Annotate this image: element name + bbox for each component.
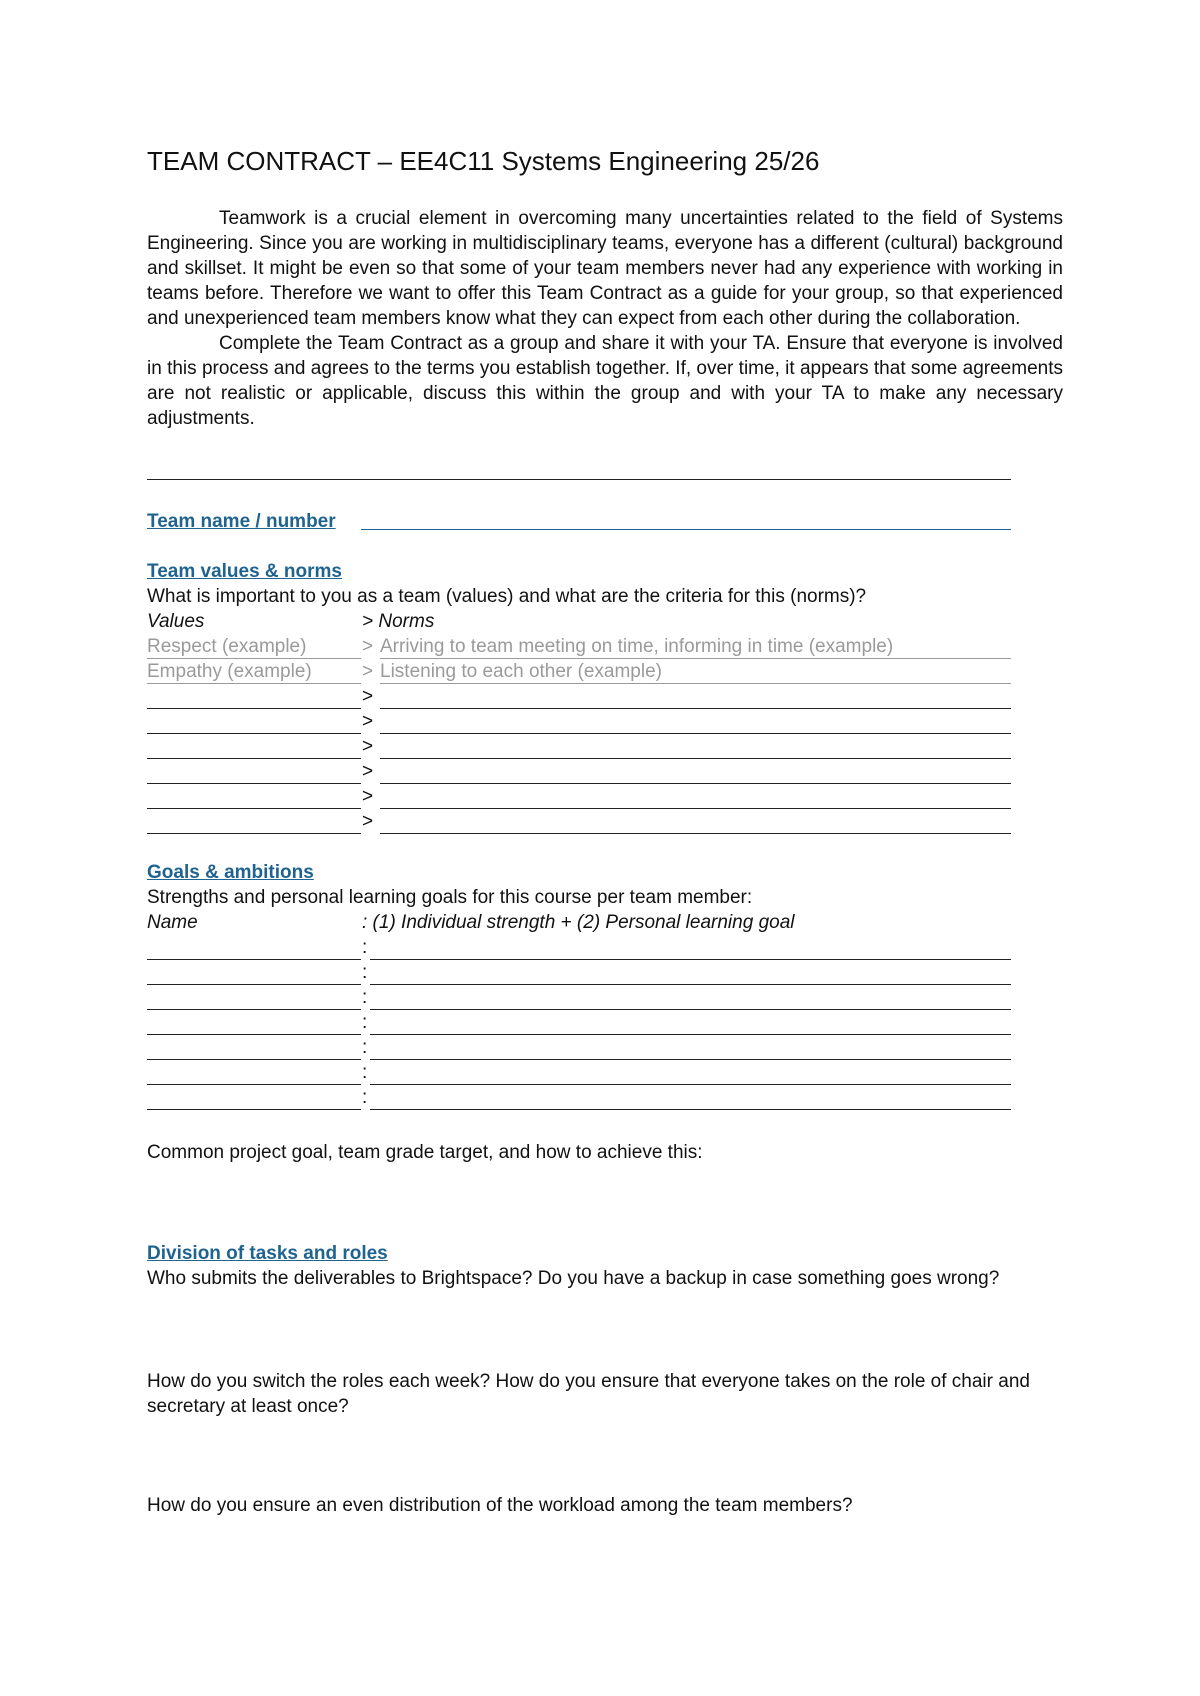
member-goal-field[interactable] <box>370 962 1011 985</box>
submission-question: Who submits the deliverables to Brightspace? Do you have a backup in case something goes wrong? <box>147 1268 1000 1289</box>
values-example-row <box>147 661 1011 686</box>
separator: > <box>362 711 374 732</box>
member-name-field[interactable] <box>147 962 361 985</box>
value-field[interactable] <box>147 811 361 834</box>
goals-blank-row <box>147 1062 1011 1087</box>
goals-heading: Goals & ambitions <box>147 862 314 883</box>
values-column-label: Values <box>147 611 205 632</box>
value-field[interactable] <box>147 761 361 784</box>
intro-paragraph-1: Teamwork is a crucial element in overcoming many uncertainties related to the field of Systems Engineering. Since you are working in multidisciplinary teams, everyone has a different (cultural) background and skillset. It might be even so that some of your team members never had any experience with working in teams before. Therefore we want to offer this Team Contract as a guide for your group, so that experienced and unexperienced team members know what they can expect from each other during the collaboration. <box>147 208 1063 329</box>
value-field[interactable] <box>147 736 361 759</box>
values-column-headers <box>147 611 435 633</box>
norm-field[interactable] <box>380 786 1011 809</box>
intro-text <box>147 206 1063 431</box>
value-example: Respect (example) <box>147 636 361 659</box>
value-example: Empathy (example) <box>147 661 361 684</box>
values-blank-row <box>147 811 1011 836</box>
values-example-row <box>147 636 1011 661</box>
goals-blank-row <box>147 962 1011 987</box>
values-blank-row <box>147 686 1011 711</box>
value-field[interactable] <box>147 686 361 709</box>
separator: : <box>362 1037 368 1058</box>
goals-blank-row <box>147 1087 1011 1112</box>
separator: > <box>362 786 374 807</box>
roles-question: How do you switch the roles each week? How do you ensure that everyone takes on the role of chair and secretary at least once? <box>147 1371 1030 1417</box>
team-name-field[interactable] <box>361 529 1011 530</box>
norm-field[interactable] <box>380 686 1011 709</box>
separator: > <box>362 636 374 657</box>
member-goal-field[interactable] <box>370 1037 1011 1060</box>
team-name-label: Team name / number <box>147 511 336 532</box>
goals-column-headers <box>147 912 795 934</box>
member-goal-field[interactable] <box>370 1087 1011 1110</box>
name-column-label: Name <box>147 912 198 933</box>
separator: > <box>362 761 374 782</box>
goals-blank-row <box>147 1012 1011 1037</box>
separator: : <box>362 1062 368 1083</box>
goals-question: Strengths and personal learning goals for this course per team member: <box>147 887 753 908</box>
separator: > <box>362 736 374 757</box>
member-goal-field[interactable] <box>370 937 1011 960</box>
member-goal-field[interactable] <box>370 1062 1011 1085</box>
division-heading: Division of tasks and roles <box>147 1243 388 1264</box>
values-blank-row <box>147 711 1011 736</box>
goals-blank-row <box>147 987 1011 1012</box>
norm-field[interactable] <box>380 711 1011 734</box>
separator: : <box>362 1087 368 1108</box>
goals-blank-row <box>147 1037 1011 1062</box>
values-heading: Team values & norms <box>147 561 343 582</box>
separator: > <box>362 661 374 682</box>
common-goal-question: Common project goal, team grade target, and how to achieve this: <box>147 1142 703 1163</box>
values-blank-row <box>147 736 1011 761</box>
norms-column-label: > Norms <box>362 611 435 632</box>
workload-question: How do you ensure an even distribution of the workload among the team members? <box>147 1495 853 1516</box>
member-name-field[interactable] <box>147 987 361 1010</box>
member-goal-field[interactable] <box>370 1012 1011 1035</box>
values-question: What is important to you as a team (values) and what are the criteria for this (norms)? <box>147 586 867 607</box>
section-divider <box>147 479 1011 480</box>
norm-example: Arriving to team meeting on time, informing in time (example) <box>380 636 1011 659</box>
member-name-field[interactable] <box>147 1012 361 1035</box>
value-field[interactable] <box>147 711 361 734</box>
member-name-field[interactable] <box>147 1037 361 1060</box>
intro-paragraph-2: Complete the Team Contract as a group and share it with your TA. Ensure that everyone is involved in this process and agrees to the terms you establish together. If, over time, it appears that some agreements are not realistic or applicable, discuss this within the group and with your TA to make any necessary adjustments. <box>147 333 1063 429</box>
norm-field[interactable] <box>380 811 1011 834</box>
separator: > <box>362 686 374 707</box>
separator: : <box>362 937 368 958</box>
norm-field[interactable] <box>380 761 1011 784</box>
separator: > <box>362 811 374 832</box>
norm-example: Listening to each other (example) <box>380 661 1011 684</box>
goal-column-label: : (1) Individual strength + (2) Personal learning goal <box>362 912 795 933</box>
member-name-field[interactable] <box>147 937 361 960</box>
separator: : <box>362 1012 368 1033</box>
member-name-field[interactable] <box>147 1062 361 1085</box>
member-name-field[interactable] <box>147 1087 361 1110</box>
separator: : <box>362 962 368 983</box>
separator: : <box>362 987 368 1008</box>
document-title: TEAM CONTRACT – EE4C11 Systems Engineering 25/26 <box>147 146 820 176</box>
value-field[interactable] <box>147 786 361 809</box>
goals-blank-row <box>147 937 1011 962</box>
norm-field[interactable] <box>380 736 1011 759</box>
values-blank-row <box>147 786 1011 811</box>
member-goal-field[interactable] <box>370 987 1011 1010</box>
values-blank-row <box>147 761 1011 786</box>
